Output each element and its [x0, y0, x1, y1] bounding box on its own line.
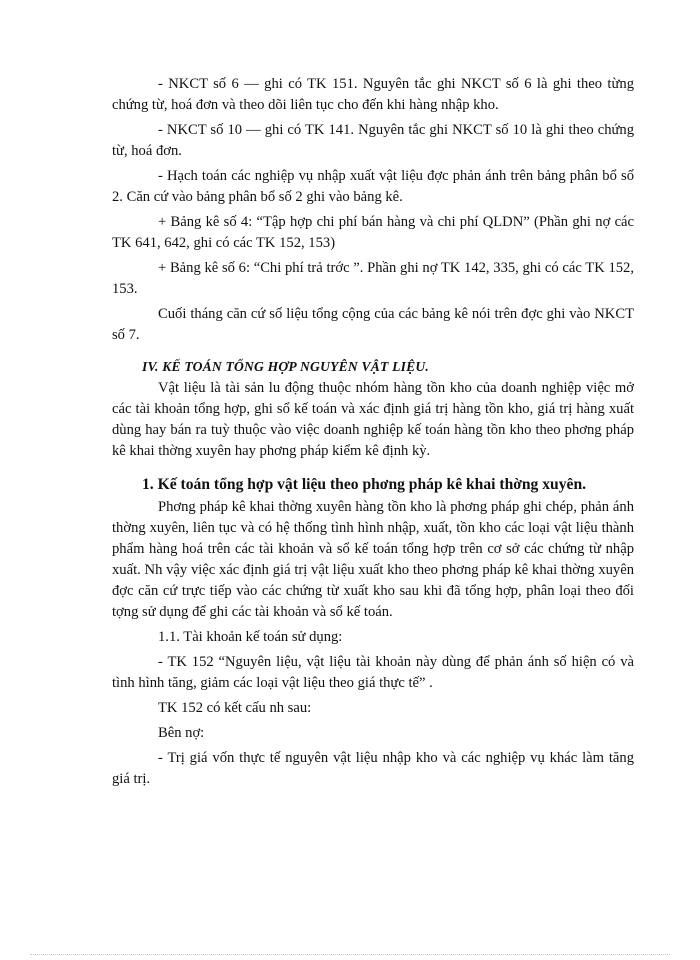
paragraph-bang-ke-6: + Bảng kê số 6: “Chi phí trả trớc ”. Phần ghi nợ TK 142, 335, ghi có các TK 152, 153.: [112, 260, 634, 297]
paragraph-iv-intro: Vật liệu là tài sản lu động thuộc nhóm hàng tồn kho của doanh nghiệp việc mở các tài khoản tổng hợp, ghi sổ kế toán và xác định giá trị hàng tồn kho, giá trị hàng xuất dùng hay bán ra tuỳ thuộc vào việc doanh nghiệp kế toán hàng tồn kho theo phơng pháp kê khai thờng xuyên hay phơng pháp kiểm kê định kỳ.: [112, 380, 634, 459]
paragraph-hach-toan: - Hạch toán các nghiệp vụ nhập xuất vật liệu đợc phản ánh trên bảng phân bổ số 2. Căn cứ vào bảng phân bổ số 2 ghi vào bảng kê.: [112, 168, 634, 205]
paragraph-ben-no-item: - Trị giá vốn thực tế nguyên vật liệu nhập kho và các nghiệp vụ khác làm tăng giá trị.: [112, 750, 634, 787]
label-ben-no: Bên nợ:: [158, 725, 205, 741]
paragraph-nkct-10: - NKCT số 10 — ghi có TK 141. Nguyên tắc ghi NKCT số 10 là ghi theo chứng từ, hoá đơn.: [112, 122, 634, 159]
subheading-1-1: 1.1. Tài khoản kế toán sử dụng:: [158, 629, 343, 645]
page-bottom-divider: [30, 954, 670, 955]
paragraph-tk152-definition: - TK 152 “Nguyên liệu, vật liệu tài khoản này dùng để phản ánh số hiện có và tình hình tăng, giảm các loại vật liệu theo giá thực tế” .: [112, 654, 634, 691]
paragraph-tk152-structure: TK 152 có kết cấu nh sau:: [158, 700, 312, 716]
paragraph-nkct-6: - NKCT số 6 — ghi có TK 151. Nguyên tắc ghi NKCT số 6 là ghi theo từng chứng từ, hoá đơn và theo dõi liên tục cho đến khi hàng nhập kho.: [112, 76, 634, 113]
paragraph-cuoi-thang: Cuối tháng căn cứ số liệu tổng cộng của các bảng kê nói trên đợc ghi vào NKCT số 7.: [112, 306, 634, 343]
paragraph-1-intro: Phơng pháp kê khai thờng xuyên hàng tồn kho là phơng pháp ghi chép, phản ánh thờng xuyên, liên tục và có hệ thống tình hình nhập, xuất, tồn kho các loại vật liệu thành phẩm hàng hoá trên các tài khoản và sổ kế toán tổng hợp trên cơ sở các chứng từ nhập xuất. Nh vậy việc xác định giá trị vật liệu xuất kho theo phơng pháp kê khai thờng xuyên đợc căn cứ trực tiếp vào các chứng từ xuất kho sau khi đã tổng hợp, phân loại theo đối tợng sử dụng để ghi các tài khoản và sổ kế toán.: [112, 499, 634, 620]
section-heading-1: 1. Kế toán tổng hợp vật liệu theo phơng pháp kê khai thờng xuyên.: [142, 476, 587, 493]
paragraph-bang-ke-4: + Bảng kê số 4: “Tập hợp chi phí bán hàng và chi phí QLDN” (Phần ghi nợ các TK 641, 642, ghi có các TK 152, 153): [112, 214, 634, 251]
section-heading-iv: IV. KẾ TOÁN TỔNG HỢP NGUYÊN VẬT LIỆU.: [142, 359, 429, 374]
document-body: [112, 74, 634, 790]
